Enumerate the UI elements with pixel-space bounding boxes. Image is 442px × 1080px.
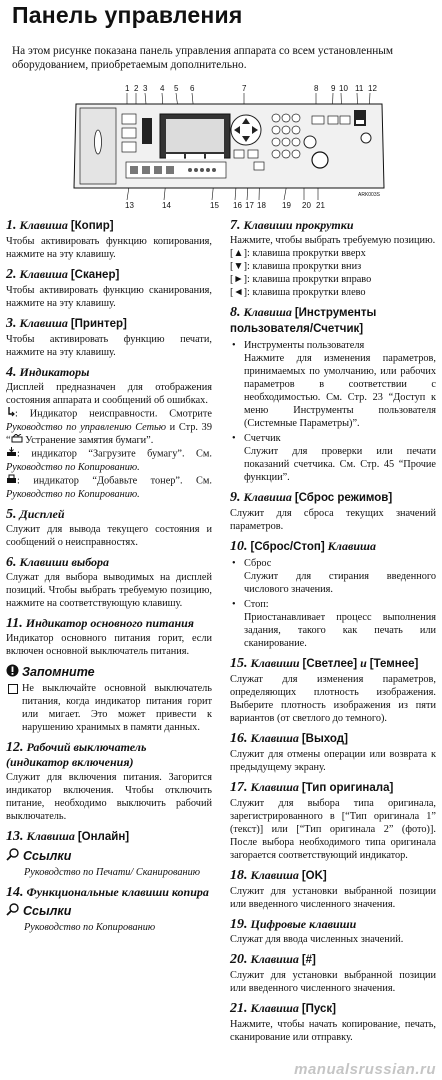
key-name-2: [Темнее] — [369, 658, 419, 670]
item-number: 12. — [6, 740, 24, 756]
item-number: 2. — [6, 267, 17, 282]
callout-8: 8 — [314, 84, 319, 93]
reference-text: Руководство по Копированию — [24, 922, 156, 934]
item-escape-key — [230, 731, 436, 774]
indicator-toner-text: : индикатор “Добавьте тонер”. См. — [17, 475, 212, 487]
item-text: Служит для включения питания. Загорится индикатор включения. Чтобы отключить питание, необходимо выключить рабочий выключатель. — [6, 772, 212, 823]
magnifier-icon — [6, 903, 19, 919]
item-number: 15. — [230, 656, 248, 671]
item-text: Служат для ввода численных значений. — [230, 934, 404, 945]
item-suffix: Клавиша — [327, 539, 376, 553]
item-text: Индикатор основного питания горит, если включен основной выключатель питания. — [6, 633, 212, 658]
callout-13: 13 — [125, 201, 134, 210]
callout-9: 9 — [331, 84, 336, 93]
item-text: Служит для установки выбранной позиции или введенного численного значения. — [230, 970, 436, 994]
item-text: Служит для вывода текущего состояния и сообщений о неисправностях. — [6, 524, 212, 549]
item-text: Служит для выбора типа оригинала, зарегистрированного в [“Тип оригинала 1” (текст)] или [“Тип оригинала 2” (фото)]. После выбора необходимого типа оригинала загорается соответствующий индикатор. — [230, 798, 436, 861]
bullet-title: • Инструменты пользователя — [244, 340, 365, 351]
callout-17: 17 — [245, 201, 254, 210]
item-prefix: Клавиша — [250, 952, 299, 966]
bullet-counter — [230, 432, 436, 484]
ref-copy-guide: Руководство по Копированию. — [6, 462, 140, 474]
note-text: Не выключайте основной выключатель питания, когда индикатор питания горит или мигает. Это может привести к нарушению хранимых в памяти данных. — [22, 683, 212, 734]
bullet-text: Служит для стирания введенного числового значения. — [244, 571, 436, 595]
callout-11: 11 — [355, 84, 364, 93]
callout-3: 3 — [143, 84, 148, 93]
error-indicator-icon — [6, 407, 15, 421]
reference-text: Руководство по Печати/ Сканированию — [24, 867, 201, 879]
callout-18: 18 — [257, 201, 266, 210]
item-text: Служат для выбора выводимых на дисплей позиций. Чтобы выбрать требуемую позицию, нажмите на соответствующую клавишу. — [6, 572, 212, 610]
callout-10: 10 — [339, 84, 348, 93]
item-prefix: Клавиша — [19, 316, 68, 330]
bullet-title: • Сброс — [244, 558, 272, 569]
callout-21: 21 — [316, 201, 325, 210]
item-text: Чтобы активировать функцию копирования, нажмите на эту клавишу. — [6, 236, 212, 260]
item-text: Чтобы активировать функцию печати, нажмите на эту клавишу. — [6, 334, 212, 358]
item-hash-key — [230, 952, 436, 995]
scroll-down-line: [▼]: клавиша прокрутки вниз — [230, 261, 362, 272]
item-title: Индикаторы — [19, 365, 90, 379]
item-text: Служит для установки выбранной позиции или введенного численного значения. — [230, 886, 436, 910]
item-title: Цифровые клавиши — [250, 917, 357, 931]
page-title: Панель управления — [12, 2, 243, 28]
important-icon — [6, 664, 19, 680]
left-column — [6, 218, 212, 940]
item-title: Индикатор основного питания — [25, 616, 194, 631]
item-online-key — [6, 829, 212, 879]
item-text: Дисплей предназначен для отображения состояния аппарата и сообщений об ошибках. — [6, 382, 212, 406]
callout-15: 15 — [210, 201, 219, 210]
bullet-user-tools — [230, 339, 436, 430]
item-number: 8. — [230, 305, 241, 320]
magnifier-icon — [6, 848, 19, 864]
item-number: 4. — [6, 365, 17, 380]
indicator-error-text-3: Устранение замятия бумаги”. — [22, 435, 154, 446]
item-title: Клавиши выбора — [19, 555, 110, 570]
item-prefix: Клавиша — [19, 267, 68, 281]
key-name: [Инструменты пользователя/Счетчик] — [230, 307, 377, 335]
callout-4: 4 — [160, 84, 165, 93]
item-number: 19. — [230, 917, 248, 932]
item-title: Дисплей — [19, 507, 65, 522]
item-text: Нажмите, чтобы начать копирование, печать, сканирование или отправку. — [230, 1019, 436, 1043]
item-text: Служит для отмены операции или возврата к предыдущему экрану. — [230, 749, 436, 773]
key-name: [Сброс/Стоп] — [250, 541, 325, 553]
item-prefix: Клавиши — [250, 656, 300, 670]
item-number: 13. — [6, 829, 24, 845]
item-prefix: Клавиша — [243, 490, 292, 504]
add-toner-icon — [6, 474, 17, 488]
item-prefix: Клавиша — [250, 1001, 299, 1015]
item-copier-function-keys — [6, 885, 212, 934]
item-display — [6, 507, 212, 549]
callout-12: 12 — [368, 84, 377, 93]
ref-network-guide: Руководство по управлению Сетью — [6, 422, 166, 433]
key-name: [OK] — [301, 870, 327, 882]
item-printer-key — [6, 316, 212, 359]
key-name: [Сброс режимов] — [294, 492, 393, 504]
note-item — [6, 682, 212, 734]
control-panel-drawing — [70, 82, 388, 210]
item-number: 17. — [230, 780, 248, 795]
bullet-title: • Счетчик — [244, 433, 281, 444]
bullet-stop — [230, 598, 436, 650]
bullet-text: Нажмите для изменения параметров, принимаемых по умолчанию, или рабочих параметров в соответствии с необходимостью. См. Стр. 23 “Доступ к меню Инструменты пользователя (Системные Параметры)”. — [244, 353, 436, 429]
item-operation-switch — [6, 740, 212, 823]
item-prefix: Клавиша — [19, 218, 68, 232]
key-name: [Выход] — [301, 733, 348, 745]
item-original-type-key — [230, 780, 436, 862]
item-number-keys — [230, 917, 436, 946]
key-name: [Тип оригинала] — [301, 782, 394, 794]
item-number: 20. — [230, 952, 248, 967]
item-prefix: Клавиша — [26, 829, 75, 844]
item-copy-key — [6, 218, 212, 261]
figure-code: ARK003S — [358, 192, 380, 198]
item-prefix: Клавиша — [243, 305, 292, 319]
item-conj: и — [360, 656, 367, 670]
callout-2: 2 — [134, 84, 139, 93]
callout-16: 16 — [233, 201, 242, 210]
item-number: 16. — [230, 731, 248, 746]
item-title: Клавиши прокрутки — [243, 218, 354, 232]
indicator-toner-line — [6, 474, 212, 501]
bullet-title: • Стоп: — [244, 599, 269, 610]
item-scanner-key — [6, 267, 212, 310]
item-number: 5. — [6, 507, 17, 523]
item-selection-keys — [6, 555, 212, 610]
item-ok-key — [230, 868, 436, 911]
item-text: Служат для изменения параметров, определяющих плотность изображения. Выберите плотность изображения из пяти вариантов (от светлого до темного). — [230, 674, 436, 724]
item-user-tools-key — [230, 305, 436, 484]
intro-paragraph: На этом рисунке показана панель управления аппарата со всем установленным оборудованием, приобретаемым дополнительно. — [12, 45, 394, 71]
key-name: [Онлайн] — [77, 831, 130, 844]
item-text: Нажмите, чтобы выбрать требуемую позицию. — [230, 235, 436, 246]
item-start-key — [230, 1001, 436, 1044]
item-number: 14. — [6, 885, 24, 901]
callout-1: 1 — [125, 84, 130, 93]
item-prefix: Клавиша — [250, 780, 299, 794]
item-number: 18. — [230, 868, 248, 883]
scroll-up-line: [▲]: клавиша прокрутки вверх — [230, 248, 366, 259]
bullet-text: Служит для проверки или печати показаний счетчика. См. Стр. 45 “Прочие функции”. — [244, 446, 436, 483]
load-paper-icon — [6, 447, 17, 461]
ref-copy-guide: Руководство по Копированию. — [6, 489, 140, 501]
key-name: [Принтер] — [70, 318, 127, 330]
item-scroll-keys — [230, 218, 436, 299]
indicator-error-line — [6, 407, 212, 447]
item-title: Функциональные клавиши копира — [26, 885, 209, 900]
item-prefix: Клавиша — [250, 731, 299, 745]
item-clear-modes-key — [230, 490, 436, 533]
indicator-paper-line — [6, 447, 212, 474]
key-name: [Сканер] — [70, 269, 120, 281]
item-indicators — [6, 365, 212, 501]
item-number: 11. — [6, 616, 23, 632]
right-column — [230, 218, 436, 1050]
key-name: [Пуск] — [301, 1003, 337, 1015]
item-number: 21. — [230, 1001, 248, 1016]
callout-5: 5 — [174, 84, 179, 93]
item-number: 10. — [230, 539, 248, 554]
key-name: [#] — [301, 954, 316, 966]
item-number: 9. — [230, 490, 241, 505]
key-name: [Копир] — [70, 220, 114, 232]
note-title: Запомните — [22, 664, 95, 679]
callout-19: 19 — [282, 201, 291, 210]
scroll-right-line: [►]: клавиша прокрутки вправо — [230, 274, 372, 285]
item-clear-stop-key — [230, 539, 436, 650]
item-number: 6. — [6, 555, 17, 571]
watermark: manualsrussian.ru — [294, 1061, 436, 1078]
paper-jam-icon — [11, 434, 23, 447]
control-panel-figure — [70, 82, 388, 210]
item-prefix: Клавиша — [250, 868, 299, 882]
reference-title: Ссылки — [23, 903, 72, 918]
key-name: [Светлее] — [302, 658, 358, 670]
bullet-text: Приостанавливает процесс выполнения задания, такого как печать или сканирование. — [244, 612, 436, 649]
indicator-paper-text: : индикатор “Загрузите бумагу”. См. — [17, 448, 212, 460]
indicator-error-text: : Индикатор неисправности. Смотрите — [15, 408, 212, 420]
item-number: 1. — [6, 218, 17, 233]
indicator-error-text-2: и Стр. 39 “ — [6, 422, 212, 446]
item-density-keys — [230, 656, 436, 725]
item-title: Рабочий выключатель (индикатор включения) — [6, 740, 147, 770]
callout-14: 14 — [162, 201, 171, 210]
item-number: 7. — [230, 218, 241, 233]
scroll-left-line: [◄]: клавиша прокрутки влево — [230, 287, 366, 298]
reference-title: Ссылки — [23, 848, 72, 863]
callout-20: 20 — [302, 201, 311, 210]
important-note — [6, 664, 212, 734]
callout-6: 6 — [190, 84, 195, 93]
item-text: Служит для сброса текущих значений параметров. — [230, 508, 436, 532]
callout-7: 7 — [242, 84, 247, 93]
item-number: 3. — [6, 316, 17, 331]
checkbox-icon — [8, 684, 18, 694]
bullet-clear — [230, 557, 436, 596]
item-main-power-indicator — [6, 616, 212, 658]
item-text: Чтобы активировать функцию сканирования, нажмите на эту клавишу. — [6, 285, 212, 309]
